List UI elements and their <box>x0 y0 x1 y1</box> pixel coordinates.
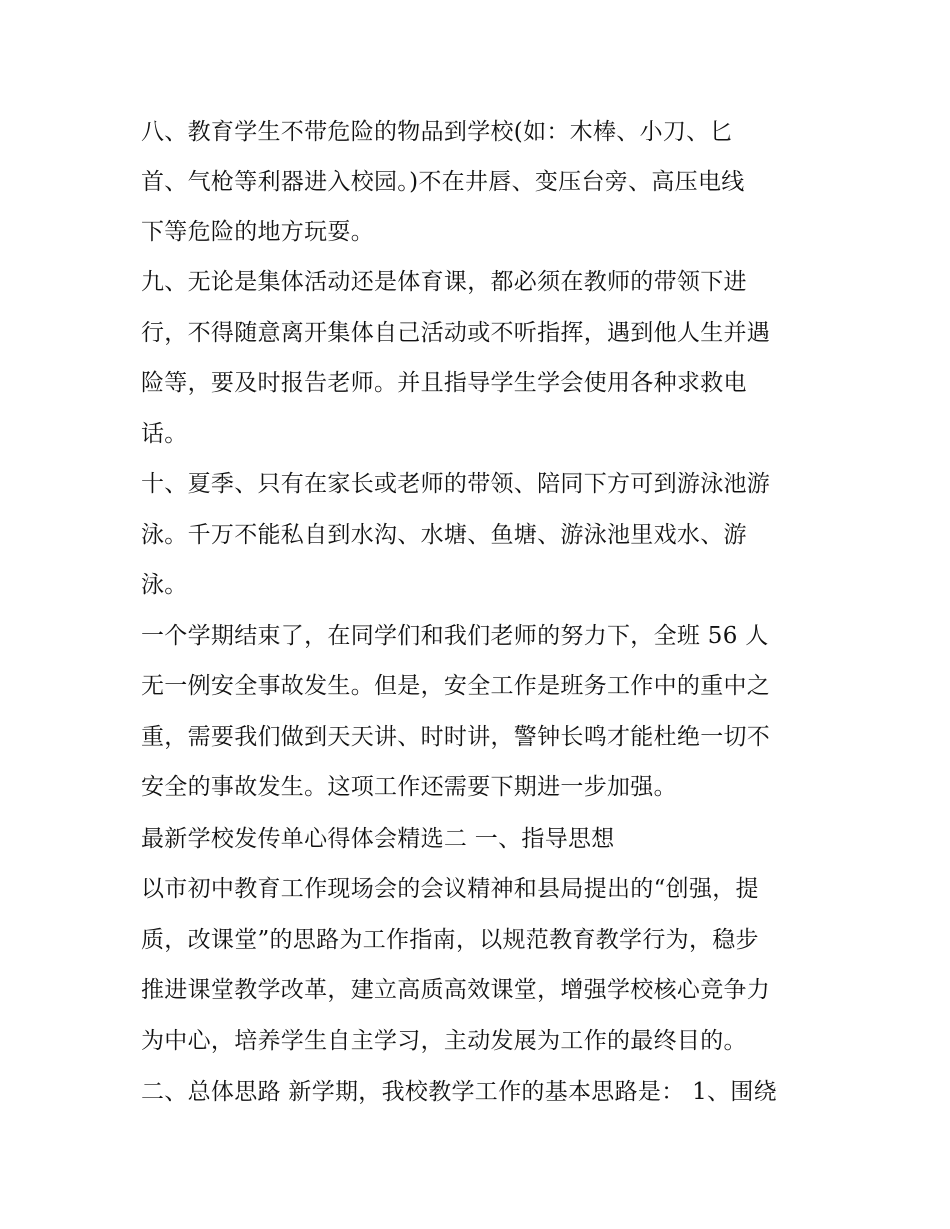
text-line: 二、总体思路 新学期，我校教学工作的基本思路是： 1、围绕 <box>141 1079 777 1105</box>
text-line: 以市初中教育工作现场会的会议精神和县局提出的“创强，提 <box>141 876 759 902</box>
text-line: 话。 <box>141 421 188 447</box>
text-line: 为中心，培养学生自主学习，主动发展为工作的最终目的。 <box>141 1028 747 1054</box>
text-line: 推进课堂教学改革，建立高质高效课堂，增强学校核心竞争力 <box>141 977 771 1003</box>
text-line: 十、夏季、只有在家长或老师的带领、陪同下方可到游泳池游 <box>141 471 771 497</box>
text-line: 无一例安全事故发生。但是，安全工作是班务工作中的重中之 <box>141 673 771 699</box>
text-line: 泳。 <box>141 572 188 598</box>
text-line: 安全的事故发生。这项工作还需要下期进一步加强。 <box>141 774 677 800</box>
text-line: 八、教育学生不带危险的物品到学校(如：木棒、小刀、匕 <box>141 119 733 145</box>
text-line: 首、气枪等利器进入校园。)不在井唇、变压台旁、高压电线 <box>141 169 745 195</box>
text-line: 重，需要我们做到天天讲、时时讲，警钟长鸣才能杜绝一切不 <box>141 724 771 750</box>
text-line: 九、无论是集体活动还是体育课，都必须在教师的带领下进 <box>141 269 747 295</box>
text-line: 下等危险的地方玩耍。 <box>141 219 374 245</box>
text-line: 行，不得随意离开集体自己活动或不听指挥，遇到他人生并遇 <box>141 320 771 346</box>
text-line: 一个学期结束了，在同学们和我们老师的努力下，全班 56 人 <box>141 623 769 649</box>
text-line: 险等，要及时报告老师。并且指导学生学会使用各种求救电 <box>141 370 747 396</box>
section-heading: 最新学校发传单心得体会精选二 一、指导思想 <box>141 826 615 852</box>
text-line: 泳。千万不能私自到水沟、水塘、鱼塘、游泳池里戏水、游 <box>141 522 747 548</box>
text-line: 质，改课堂”的思路为工作指南，以规范教育教学行为，稳步 <box>141 927 759 953</box>
